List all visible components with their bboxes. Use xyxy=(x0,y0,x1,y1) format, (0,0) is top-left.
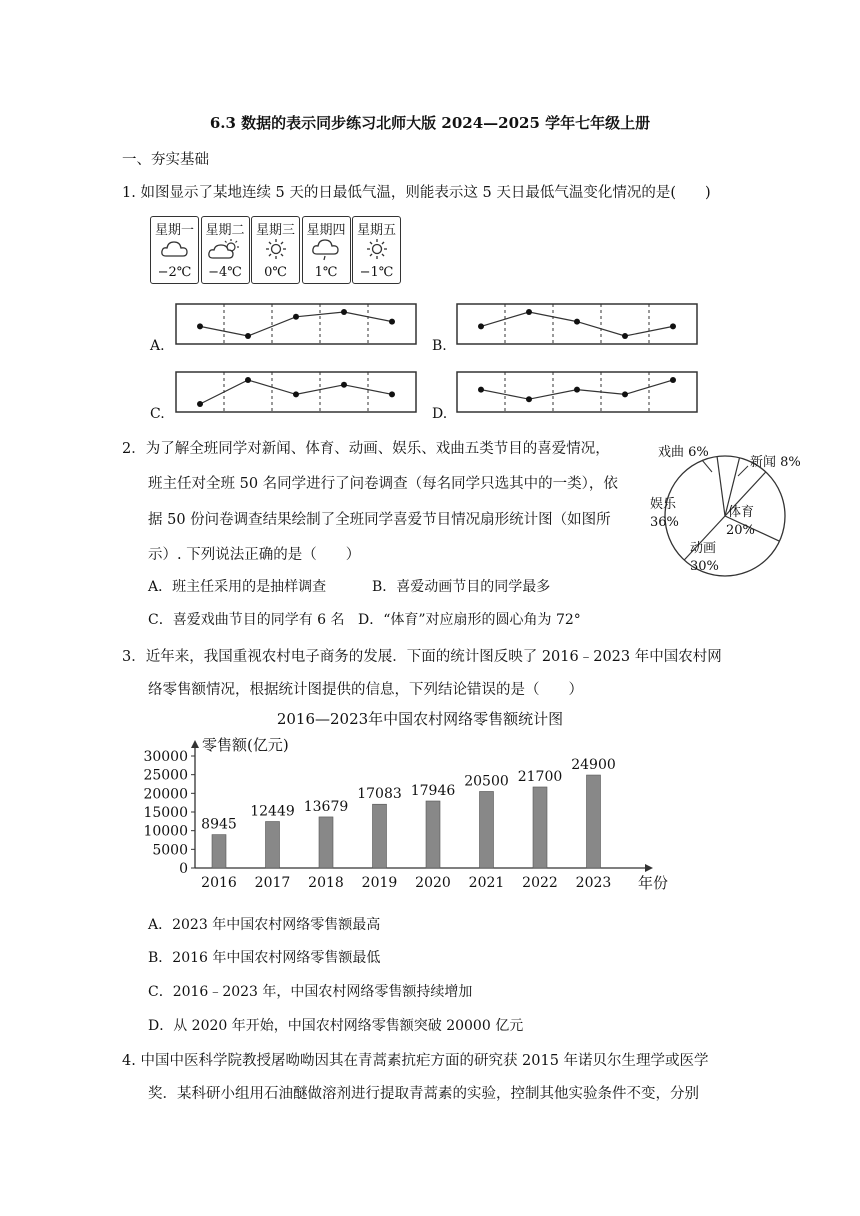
bar xyxy=(587,775,601,868)
x-tick-label: 2016 xyxy=(201,875,237,891)
q3-option-a[interactable]: A．2023 年中国农村网络零售额最高 xyxy=(148,917,381,933)
q2-line-4: 示）. 下列说法正确的是（ ） xyxy=(148,547,361,563)
weather-temp: 1℃ xyxy=(314,265,338,280)
weather-temp: −2℃ xyxy=(157,265,192,280)
pie-label: 体育 xyxy=(728,505,755,520)
data-point xyxy=(341,382,347,388)
y-tick-label: 20000 xyxy=(143,786,188,803)
pie-label: 戏曲 6% xyxy=(658,445,709,460)
pie-chart xyxy=(640,436,810,586)
y-axis-label: 零售额(亿元) xyxy=(202,736,289,754)
data-point xyxy=(622,333,628,339)
chart-frame xyxy=(176,304,416,344)
x-tick-label: 2019 xyxy=(361,875,398,891)
weather-day-label: 星期一 xyxy=(154,223,194,238)
q1-option-chart xyxy=(149,304,416,354)
q2-line-3: 据 50 份问卷调查结果绘制了全班同学喜爱节目情况扇形统计图（如图所 xyxy=(148,512,611,528)
pie-percent: 36% xyxy=(650,515,679,530)
weather-day-label: 星期三 xyxy=(255,223,295,238)
data-point xyxy=(574,387,580,393)
data-point xyxy=(526,396,532,402)
x-tick-label: 2021 xyxy=(468,875,505,891)
weather-day-label: 星期五 xyxy=(356,223,396,238)
bar-value-label: 24900 xyxy=(571,757,616,774)
q3-option-c[interactable]: C．2016﹣2023 年，中国农村网络零售额持续增加 xyxy=(148,984,473,1000)
data-point xyxy=(670,377,676,383)
y-tick-label: 30000 xyxy=(143,749,188,765)
pie-label: 娱乐 xyxy=(650,497,677,512)
y-axis-arrow xyxy=(191,740,199,748)
option-label: C. xyxy=(150,406,165,422)
y-tick-label: 15000 xyxy=(143,805,188,821)
q4-line-1: 4. 中国中医科学院教授屠呦呦因其在青蒿素抗疟方面的研究获 2015 年诺贝尔生理学或医学 xyxy=(122,1053,709,1069)
chart-title: 2016—2023年中国农村网络零售额统计图 xyxy=(276,710,564,728)
bar-value-label: 13679 xyxy=(303,798,349,815)
option-label: B. xyxy=(432,338,447,354)
q2-line-2: 班主任对全班 50 名同学进行了问卷调查（每名同学只选其中的一类），依 xyxy=(148,476,618,492)
q2-option-b[interactable]: B．喜爱动画节目的同学最多 xyxy=(372,579,551,595)
q3-line-1: 3．近年来，我国重视农村电子商务的发展．下面的统计图反映了 2016﹣2023 年中国农村网 xyxy=(122,649,722,665)
bar-value-label: 17083 xyxy=(357,786,402,803)
x-tick-label: 2022 xyxy=(522,875,558,891)
weather-temp: 0℃ xyxy=(264,265,287,280)
weather-temp: −1℃ xyxy=(359,265,394,280)
y-tick-label: 10000 xyxy=(143,823,188,840)
data-point xyxy=(245,333,251,339)
q1-stem: 1. 如图显示了某地连续 5 天的日最低气温，则能表示这 5 天日最低气温变化情况的是( ) xyxy=(122,185,711,201)
data-point xyxy=(670,323,676,329)
q1-option-chart xyxy=(432,304,697,354)
bar xyxy=(426,801,440,868)
bar xyxy=(533,787,547,868)
q2-option-a[interactable]: A．班主任采用的是抽样调查 xyxy=(148,579,327,595)
data-point xyxy=(622,391,628,397)
bar-value-label: 17946 xyxy=(410,783,456,800)
bar xyxy=(373,804,387,868)
data-point xyxy=(197,401,203,407)
data-point xyxy=(478,323,484,329)
x-tick-label: 2023 xyxy=(575,875,612,891)
bar-value-label: 8945 xyxy=(201,816,237,833)
x-axis-arrow xyxy=(645,864,653,872)
option-label: A. xyxy=(150,338,165,354)
x-tick-label: 2018 xyxy=(308,875,344,891)
weather-day-label: 星期二 xyxy=(205,223,245,238)
bar xyxy=(212,835,226,868)
bar-chart xyxy=(140,706,700,906)
q1-option-chart xyxy=(150,372,416,422)
x-axis-label: 年份 xyxy=(638,874,669,892)
data-point xyxy=(293,314,299,320)
data-point xyxy=(389,319,395,325)
q1-option-charts xyxy=(0,0,860,430)
q3-option-d[interactable]: D．从 2020 年开始，中国农村网络零售额突破 20000 亿元 xyxy=(148,1018,524,1034)
data-point xyxy=(197,323,203,329)
x-tick-label: 2017 xyxy=(254,875,291,891)
bar-value-label: 20500 xyxy=(464,773,509,790)
pie-label: 动画 xyxy=(690,541,717,556)
data-point xyxy=(526,309,532,315)
data-point xyxy=(293,391,299,397)
option-label: D. xyxy=(432,406,448,422)
data-point xyxy=(478,387,484,393)
q2-line-1: 2．为了解全班同学对新闻、体育、动画、娱乐、戏曲五类节目的喜爱情况， xyxy=(122,441,610,457)
q3-line-2: 络零售额情况，根据统计图提供的信息，下列结论错误的是（ ） xyxy=(148,682,583,698)
section-heading: 一、夯实基础 xyxy=(122,152,209,168)
bar xyxy=(319,817,333,868)
bar-value-label: 12449 xyxy=(250,803,295,820)
pie-percent: 30% xyxy=(690,559,719,574)
page-title: 6.3 数据的表示同步练习北师大版 2024—2025 学年七年级上册 xyxy=(209,114,651,132)
q3-option-b[interactable]: B．2016 年中国农村网络零售额最低 xyxy=(148,950,381,966)
data-point xyxy=(574,319,580,325)
bar-value-label: 21700 xyxy=(517,768,563,785)
data-point xyxy=(389,391,395,397)
q2-option-c[interactable]: C．喜爱戏曲节目的同学有 6 名 xyxy=(148,612,345,628)
y-tick-label: 0 xyxy=(179,861,188,877)
weather-day-label: 星期四 xyxy=(306,223,346,238)
x-tick-label: 2020 xyxy=(415,875,451,891)
y-tick-label: 25000 xyxy=(143,767,188,784)
q2-option-d[interactable]: D．“体育”对应扇形的圆心角为 72° xyxy=(358,612,581,628)
bar xyxy=(266,822,280,868)
pie-label: 新闻 8% xyxy=(750,455,801,470)
weather-temp: −4℃ xyxy=(208,265,242,280)
data-point xyxy=(341,309,347,315)
data-point xyxy=(245,377,251,383)
q4-line-2: 奖．某科研小组用石油醚做溶剂进行提取青蒿素的实验，控制其他实验条件不变，分别 xyxy=(148,1086,699,1102)
pie-percent: 20% xyxy=(726,523,755,538)
bar xyxy=(480,791,494,868)
q1-option-chart xyxy=(432,372,697,422)
y-tick-label: 5000 xyxy=(152,842,188,859)
